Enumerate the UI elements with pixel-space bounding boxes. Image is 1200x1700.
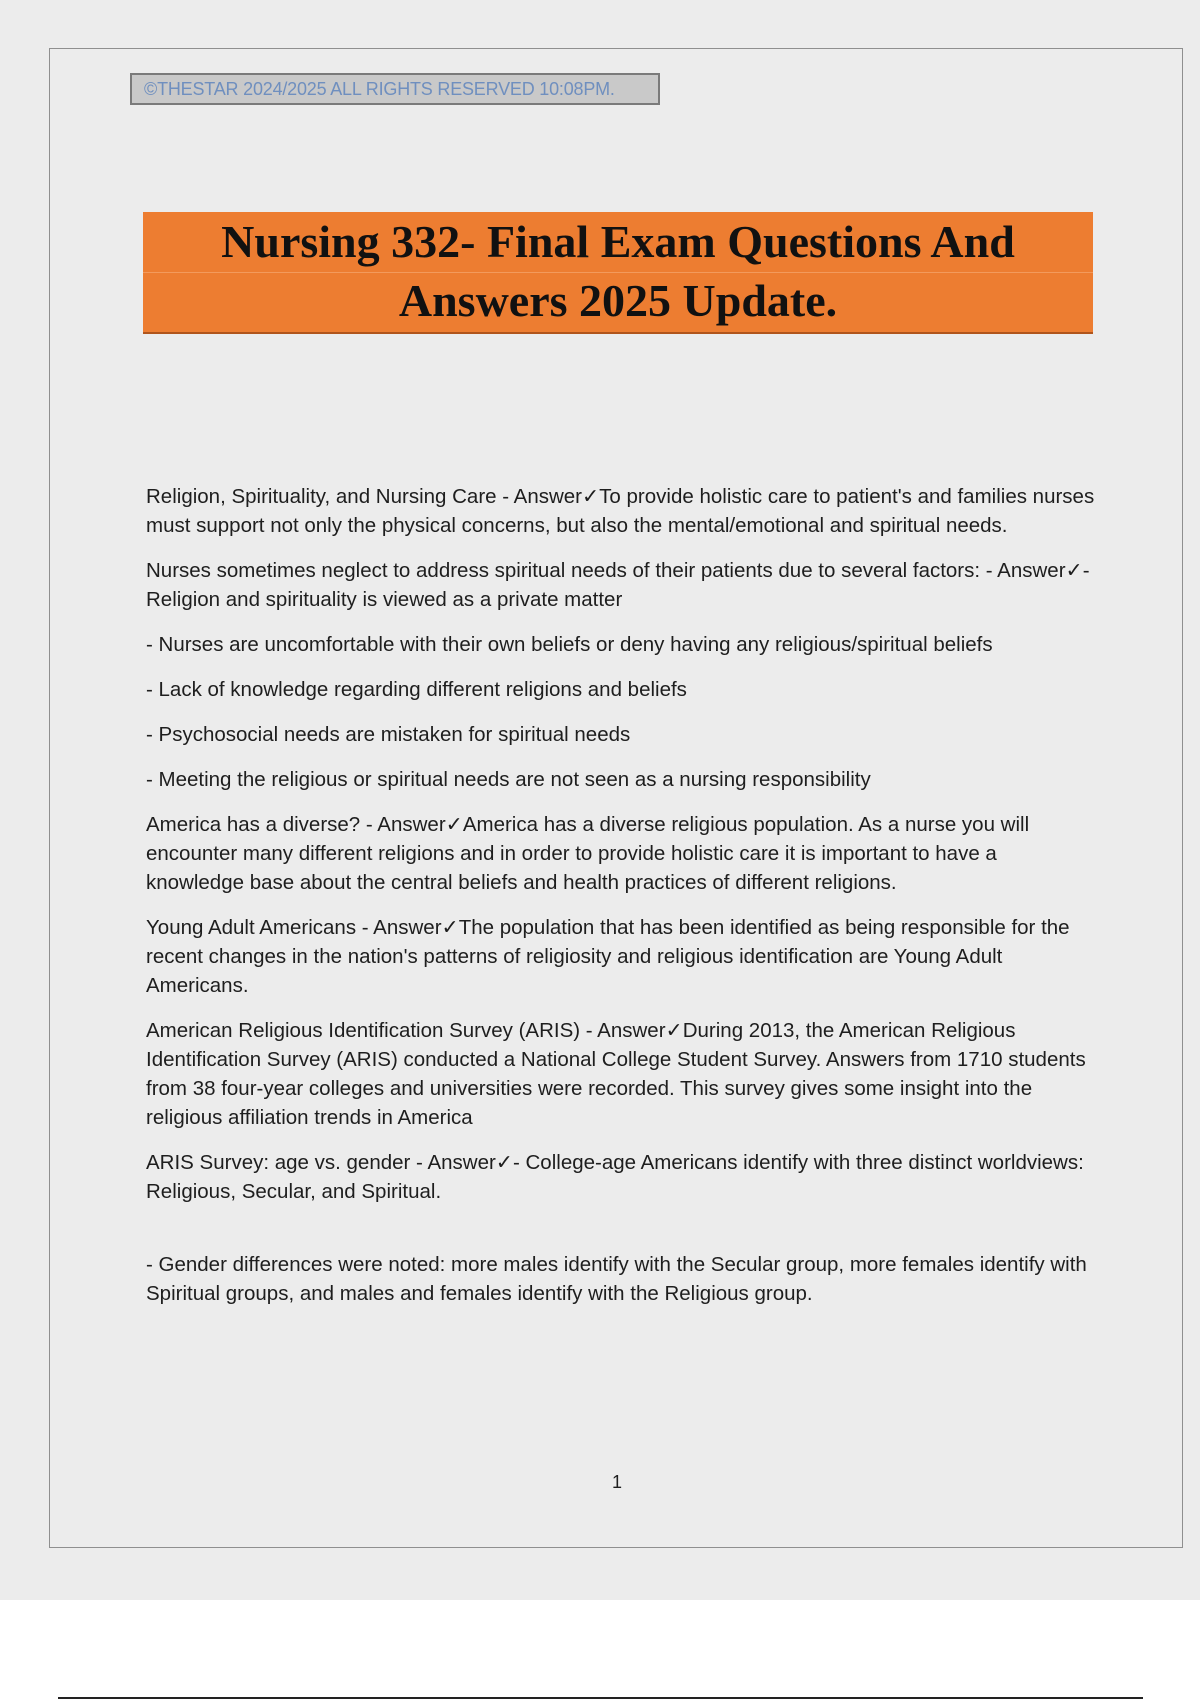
page-title-line-2: Answers 2025 Update. <box>398 275 838 326</box>
paragraph: - Nurses are uncomfortable with their own beliefs or deny having any religious/spiritual beliefs <box>146 633 993 656</box>
copyright-notice: ©THESTAR 2024/2025 ALL RIGHTS RESERVED 10:08PM. <box>130 73 660 105</box>
paragraph: America has a diverse? - Answer✓America has a diverse religious population. As a nurse you will encounter many different religions and in order to provide holistic care it is important to have a knowledge base about the central beliefs and health practices of different religions. <box>146 813 1030 894</box>
paragraph: - Psychosocial needs are mistaken for spiritual needs <box>146 723 631 746</box>
page-number: 1 <box>611 1472 622 1492</box>
paragraph: - Meeting the religious or spiritual needs are not seen as a nursing responsibility <box>146 768 871 791</box>
paragraph: American Religious Identification Survey (ARIS) - Answer✓During 2013, the American Religious Identification Survey (ARIS) conducted a National College Student Survey. Answers from 1710 students from 38 four-year colleges and universities were recorded. This survey gives some insight into the religious affiliation trends in America <box>146 1019 1086 1129</box>
paragraph: Religion, Spirituality, and Nursing Care - Answer✓To provide holistic care to patient's and families nurses must support not only the physical concerns, but also the mental/emotional and spiritual needs. <box>146 485 1095 537</box>
document-body <box>146 482 1096 1324</box>
title-banner <box>143 212 1093 334</box>
paragraph: Young Adult Americans - Answer✓The population that has been identified as being responsible for the recent changes in the nation's patterns of religiosity and religious identification are Young Adult Americans. <box>146 916 1070 997</box>
page-title-line-1: Nursing 332- Final Exam Questions And <box>221 216 1015 267</box>
paragraph: - Gender differences were noted: more males identify with the Secular group, more females identify with Spiritual groups, and males and females identify with the Religious group. <box>146 1253 1087 1305</box>
paragraph: Nurses sometimes neglect to address spiritual needs of their patients due to several factors: - Answer✓- Religion and spirituality is viewed as a private matter <box>146 559 1090 611</box>
document-page <box>49 48 1183 1548</box>
paragraph: - Lack of knowledge regarding different religions and beliefs <box>146 678 687 701</box>
paragraph: ARIS Survey: age vs. gender - Answer✓- College-age Americans identify with three distinct worldviews: Religious, Secular, and Spiritual. <box>146 1151 1084 1203</box>
next-page-divider <box>58 1697 1143 1699</box>
